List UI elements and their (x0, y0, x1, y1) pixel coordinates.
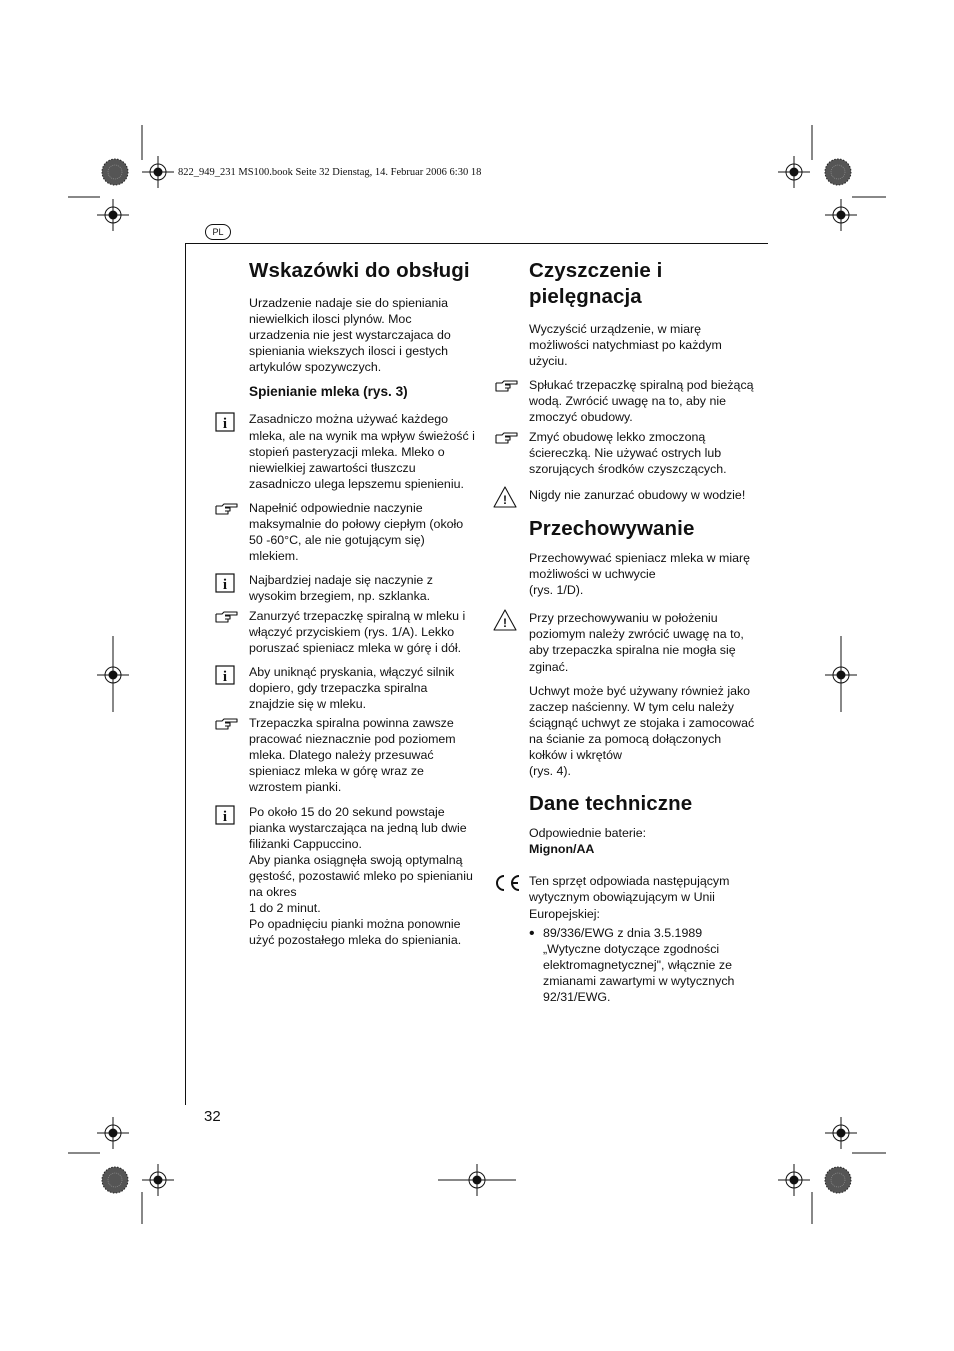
cleaning-item: Zmyć obudowę lekko zmoczoną ściereczką. Nie używać ostrych lub szorujących środków czyszczących. (529, 429, 755, 477)
usage-item: i Po około 15 do 20 sekund powstaje pianka wystarczająca na jedną lub dwie filiżanki Cappuccino. Aby pianka osiągnęła swoją optymalną gęstość, pozostawić mleko po spienianiu na okres 1 do 2 minut. Po opadnięciu pianki można ponownie użyć pozostałego mleka do spieniania. (249, 804, 475, 949)
cleaning-item: Spłukać trzepaczkę spiralną pod bieżącą wodą. Zwrócić uwagę na to, aby nie zmoczyć obudowy. (529, 377, 755, 425)
pointing-hand-icon (215, 610, 235, 630)
section-title-usage: Wskazówki do obsługi (249, 259, 470, 282)
svg-text:i: i (222, 808, 228, 825)
usage-item: Zanurzyć trzepaczkę spiralną w mleku i włączyć przyciskiem (rys. 1/A). Lekko poruszać spieniacz mleka w górę i dół. (249, 608, 475, 656)
section-title-tech: Dane techniczne (529, 792, 693, 816)
usage-item: i Najbardziej nadaje się naczynie z wysokim brzegiem, np. szklanka. (249, 572, 475, 604)
section-title-cleaning: Czyszczenie i pielęgnacja (529, 259, 663, 308)
pointing-hand-icon (215, 717, 235, 737)
language-badge: PL (205, 224, 231, 240)
usage-item: Napełnić odpowiednie naczynie maksymalnie do połowy ciepłym (około 50 -60°C, ale nie gotującym się) mlekiem. (249, 500, 475, 564)
usage-item: i Aby uniknąć pryskania, włączyć silnik dopiero, gdy trzepaczka spiralna znajdzie się w mleku. (249, 664, 475, 712)
usage-item: Trzepaczka spiralna powinna zawsze pracować nieznacznie pod poziomem mleka. Dlatego należy przesuwać spieniacz mleka w górę wraz ze wzrostem pianki. (249, 715, 475, 795)
ce-declaration: Ten sprzęt odpowiada następującym wytycznym obowiązującym w Unii Europejskiej: (529, 873, 755, 921)
info-icon (215, 665, 235, 685)
info-icon (215, 805, 235, 825)
svg-text:!: ! (503, 616, 507, 631)
top-rule (185, 243, 768, 244)
cleaning-warning: ! Nigdy nie zanurzać obudowy w wodzie! (529, 487, 755, 503)
pointing-hand-icon (495, 431, 515, 451)
storage-mount: Uchwyt może być używany również jako zaczep naścienny. W tym celu należy ściągnąć uchwyt ze stojaka i zamocować na ścianie za pomocą dołączonych kołków i wkrętów (rys. 4). (529, 683, 755, 779)
pointing-hand-icon (215, 502, 235, 522)
left-rule (185, 243, 186, 1105)
battery-value: Mignon/AA (529, 842, 595, 857)
warning-icon (493, 609, 513, 629)
svg-text:i: i (222, 668, 228, 685)
pointing-hand-icon (495, 379, 515, 399)
battery-spec: Odpowiednie baterie: Mignon/AA (529, 825, 755, 857)
svg-text:i: i (222, 416, 228, 433)
directive-bullet: • 89/336/EWG z dnia 3.5.1989 „Wytyczne dotyczące zgodności elektromagnetycznej", włącznie ze zmianami zawartymi w wytycznych 92/31/EWG. (529, 924, 735, 1004)
left-column (222, 258, 475, 956)
warning-icon (493, 486, 513, 506)
right-column (503, 258, 755, 1013)
ce-icon (492, 873, 512, 893)
page-number: 32 (204, 1108, 221, 1125)
cleaning-intro: Wyczyścić urządzenie, w miarę możliwości natychmiast po każdym użyciu. (529, 322, 722, 369)
storage-intro: Przechowywać spieniacz mleka w miarę możliwości w uchwycie (rys. 1/D). (529, 550, 751, 598)
usage-intro: Urzadzenie nadaje sie do spieniania niewielkich ilosci plynów. Moc urzadzenia nie jest wystarczajaca do spieniania wiekszych ilosci i gestych artykulów spozywczych. (249, 296, 451, 375)
section-title-storage: Przechowywanie (529, 516, 695, 540)
file-header: 822_949_231 MS100.book Seite 32 Dienstag, 14. Februar 2006 6:30 18 (178, 167, 482, 178)
storage-warning: ! Przy przechowywaniu w położeniu poziomym należy zwrócić uwagę na to, aby trzepaczka spiralna nie mogła się zginać. (529, 610, 755, 674)
info-icon (215, 573, 235, 593)
info-icon (215, 412, 235, 432)
subtitle-milk-frothing: Spienianie mleka (rys. 3) (249, 384, 408, 400)
svg-text:i: i (222, 577, 228, 594)
svg-text:!: ! (503, 492, 507, 507)
usage-item: i Zasadniczo można używać każdego mleka, ale na wynik ma wpływ świeżość i stopień pasteryzacji mleka. Mleko o niewielkiej zawartości tłuszczu zasadniczo ulega lepszemu spienieniu. (249, 411, 475, 491)
